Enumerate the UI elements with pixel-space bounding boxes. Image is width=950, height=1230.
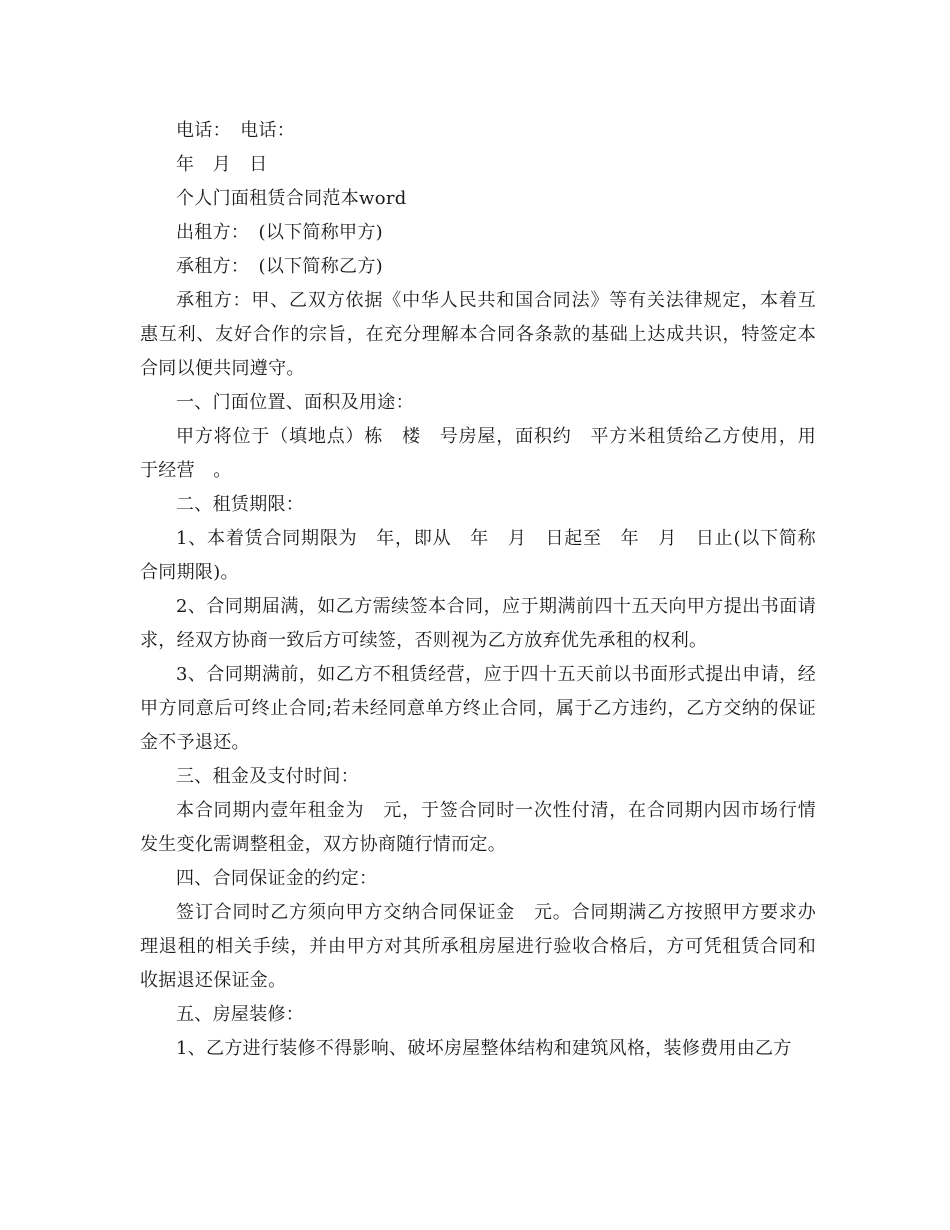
section-heading-location: 一、门面位置、面积及用途： bbox=[176, 392, 414, 413]
preamble-paragraph: 承租方：甲、乙双方依据《中华人民共和国合同法》等有关法律规定，本着互惠互利、友好合作的宗旨，在充分理解本合同各条款的基础上达成共识，特签定本合同以便共同遵守。 bbox=[140, 290, 816, 379]
contract-title-line: 个人门面租赁合同范本word bbox=[176, 188, 407, 209]
term-clause-3: 3、合同期满前，如乙方不租赁经营，应于四十五天前以书面形式提出申请，经甲方同意后可终止合同;若未经同意单方终止合同，属于乙方违约，乙方交纳的保证金不予退还。 bbox=[140, 664, 816, 753]
term-clause-2: 2、合同期届满，如乙方需续签本合同，应于期满前四十五天向甲方提出书面请求，经双方协商一致后方可续签，否则视为乙方放弃优先承租的权利。 bbox=[140, 596, 816, 651]
section-heading-term: 二、租赁期限： bbox=[176, 494, 305, 515]
rent-paragraph: 本合同期内壹年租金为 元，于签合同时一次性付清，在合同期内因市场行情发生变化需调整租金，双方协商随行情而定。 bbox=[140, 800, 816, 855]
date-line: 年 月 日 bbox=[176, 154, 268, 175]
renovation-clause-1: 1、乙方进行装修不得影响、破坏房屋整体结构和建筑风格，装修费用由乙方 bbox=[176, 1038, 792, 1059]
contact-phone-line: 电话： 电话： bbox=[176, 120, 296, 141]
lessee-line: 承租方： (以下简称乙方) bbox=[176, 256, 383, 277]
document-body bbox=[140, 114, 816, 1066]
section-heading-rent: 三、租金及支付时间： bbox=[176, 766, 359, 787]
location-paragraph: 甲方将位于（填地点）栋 楼 号房屋，面积约 平方米租赁给乙方使用，用于经营 。 bbox=[140, 426, 816, 481]
deposit-paragraph: 签订合同时乙方须向甲方交纳合同保证金 元。合同期满乙方按照甲方要求办理退租的相关手续，并由甲方对其所承租房屋进行验收合格后，方可凭租赁合同和收据退还保证金。 bbox=[140, 902, 816, 991]
section-heading-renovation: 五、房屋装修： bbox=[176, 1004, 305, 1025]
term-clause-1: 1、本着赁合同期限为 年，即从 年 月 日起至 年 月 日止(以下简称合同期限)。 bbox=[140, 528, 816, 583]
lessor-line: 出租方： (以下简称甲方) bbox=[176, 222, 383, 243]
section-heading-deposit: 四、合同保证金的约定： bbox=[176, 868, 378, 889]
